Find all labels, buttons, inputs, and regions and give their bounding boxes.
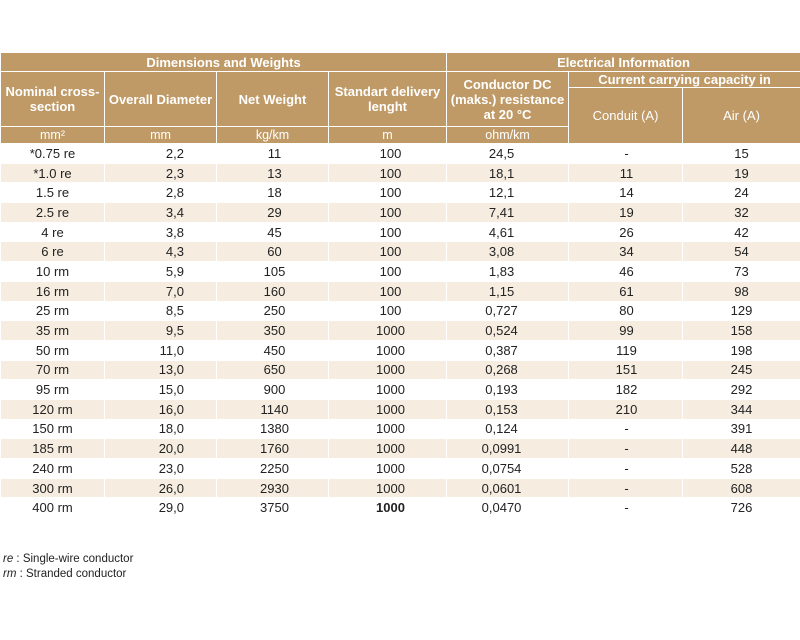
cell-length: 100	[329, 242, 447, 262]
cell-resistance: 12,1	[447, 183, 569, 203]
cell-air: 292	[683, 380, 800, 400]
table-row	[1, 478, 800, 498]
cell-air: 15	[683, 144, 800, 164]
table-row	[1, 459, 800, 479]
cell-diameter: 26,0	[105, 478, 217, 498]
cell-resistance: 0,0470	[447, 498, 569, 518]
cell-weight: 2250	[217, 459, 329, 479]
unit-resistance: ohm/km	[447, 127, 569, 144]
cell-conduit: -	[569, 478, 683, 498]
cell-length: 100	[329, 222, 447, 242]
cell-conduit: 119	[569, 340, 683, 360]
cell-conduit: -	[569, 459, 683, 479]
cell-diameter: 3,8	[105, 222, 217, 242]
cell-section: 400 rm	[1, 498, 105, 518]
cell-resistance: 0,193	[447, 380, 569, 400]
cable-spec-table	[0, 52, 800, 518]
cell-air: 24	[683, 183, 800, 203]
cell-air: 32	[683, 203, 800, 223]
table-row	[1, 144, 800, 164]
cell-diameter: 23,0	[105, 459, 217, 479]
table-row	[1, 222, 800, 242]
cell-weight: 1380	[217, 419, 329, 439]
cell-conduit: 99	[569, 321, 683, 341]
cell-diameter: 16,0	[105, 399, 217, 419]
cell-length: 100	[329, 301, 447, 321]
cell-air: 158	[683, 321, 800, 341]
cell-conduit: 26	[569, 222, 683, 242]
cell-conduit: -	[569, 144, 683, 164]
cell-weight: 1760	[217, 439, 329, 459]
cell-air: 391	[683, 419, 800, 439]
cell-resistance: 0,0601	[447, 478, 569, 498]
col-header-air: Air (A)	[683, 88, 800, 144]
legend-rm	[3, 568, 126, 580]
cell-section: 300 rm	[1, 478, 105, 498]
cell-section: 150 rm	[1, 419, 105, 439]
col-header-diameter: Overall Diameter	[105, 72, 217, 127]
cell-diameter: 5,9	[105, 262, 217, 282]
cell-section: 185 rm	[1, 439, 105, 459]
legend-text: : Single-wire conductor	[13, 553, 134, 565]
legend-re	[3, 553, 133, 565]
cell-length: 1000	[329, 340, 447, 360]
table-row	[1, 419, 800, 439]
cell-length: 1000	[329, 419, 447, 439]
cell-weight: 13	[217, 163, 329, 183]
cell-air: 528	[683, 459, 800, 479]
cell-conduit: 80	[569, 301, 683, 321]
table-row	[1, 321, 800, 341]
unit-diameter: mm	[105, 127, 217, 144]
cell-length: 1000	[329, 459, 447, 479]
cell-weight: 2930	[217, 478, 329, 498]
cell-conduit: 34	[569, 242, 683, 262]
table-row	[1, 183, 800, 203]
group-header-electrical: Electrical Information	[447, 53, 800, 72]
cell-length: 100	[329, 262, 447, 282]
table-row	[1, 242, 800, 262]
cell-section: 35 rm	[1, 321, 105, 341]
cell-resistance: 18,1	[447, 163, 569, 183]
cell-length: 1000	[329, 321, 447, 341]
cell-weight: 45	[217, 222, 329, 242]
cell-weight: 18	[217, 183, 329, 203]
cell-air: 73	[683, 262, 800, 282]
cell-length: 1000	[329, 478, 447, 498]
cell-section: 25 rm	[1, 301, 105, 321]
col-header-length: Standart delivery lenght	[329, 72, 447, 127]
cell-air: 448	[683, 439, 800, 459]
cell-section: 120 rm	[1, 399, 105, 419]
cell-conduit: 182	[569, 380, 683, 400]
cell-resistance: 0,0991	[447, 439, 569, 459]
cell-conduit: -	[569, 439, 683, 459]
col-header-weight: Net Weight	[217, 72, 329, 127]
cell-weight: 160	[217, 281, 329, 301]
cell-section: 2.5 re	[1, 203, 105, 223]
col-header-capacity: Current carrying capacity in	[569, 72, 800, 88]
cell-section: 6 re	[1, 242, 105, 262]
table-row	[1, 163, 800, 183]
table-row	[1, 360, 800, 380]
cell-diameter: 2,8	[105, 183, 217, 203]
cell-conduit: 14	[569, 183, 683, 203]
cell-length: 1000	[329, 439, 447, 459]
cell-section: 50 rm	[1, 340, 105, 360]
cell-diameter: 20,0	[105, 439, 217, 459]
table-row	[1, 262, 800, 282]
cell-resistance: 3,08	[447, 242, 569, 262]
legend-text: : Stranded conductor	[16, 568, 127, 580]
table-body	[1, 144, 800, 518]
cell-diameter: 4,3	[105, 242, 217, 262]
legend-abbr: re	[3, 553, 14, 565]
cell-diameter: 18,0	[105, 419, 217, 439]
cell-section: *1.0 re	[1, 163, 105, 183]
cell-length: 100	[329, 163, 447, 183]
table-row	[1, 498, 800, 518]
cell-weight: 105	[217, 262, 329, 282]
cell-resistance: 1,83	[447, 262, 569, 282]
cell-length: 1000	[329, 380, 447, 400]
unit-section: mm²	[1, 127, 105, 144]
cell-conduit: 46	[569, 262, 683, 282]
cell-diameter: 29,0	[105, 498, 217, 518]
cell-section: 1.5 re	[1, 183, 105, 203]
cell-diameter: 8,5	[105, 301, 217, 321]
cell-conduit: 19	[569, 203, 683, 223]
unit-length: m	[329, 127, 447, 144]
cell-weight: 3750	[217, 498, 329, 518]
cell-air: 54	[683, 242, 800, 262]
table-row	[1, 301, 800, 321]
cell-resistance: 7,41	[447, 203, 569, 223]
cell-section: 70 rm	[1, 360, 105, 380]
cell-diameter: 11,0	[105, 340, 217, 360]
cell-section: 16 rm	[1, 281, 105, 301]
cell-weight: 450	[217, 340, 329, 360]
cell-diameter: 15,0	[105, 380, 217, 400]
table-row	[1, 340, 800, 360]
cell-resistance: 1,15	[447, 281, 569, 301]
cell-length: 100	[329, 203, 447, 223]
unit-weight: kg/km	[217, 127, 329, 144]
col-header-section: Nominal cross-section	[1, 72, 105, 127]
table-row	[1, 439, 800, 459]
cell-air: 98	[683, 281, 800, 301]
cell-section: *0.75 re	[1, 144, 105, 164]
cell-weight: 350	[217, 321, 329, 341]
cell-conduit: 11	[569, 163, 683, 183]
cell-air: 608	[683, 478, 800, 498]
cell-length: 100	[329, 183, 447, 203]
cell-resistance: 0,268	[447, 360, 569, 380]
cell-air: 19	[683, 163, 800, 183]
cell-air: 129	[683, 301, 800, 321]
cell-air: 198	[683, 340, 800, 360]
cell-weight: 250	[217, 301, 329, 321]
table-row	[1, 203, 800, 223]
cell-air: 344	[683, 399, 800, 419]
cell-length: 100	[329, 144, 447, 164]
cell-weight: 60	[217, 242, 329, 262]
table-row	[1, 380, 800, 400]
cell-weight: 650	[217, 360, 329, 380]
cell-weight: 11	[217, 144, 329, 164]
cell-conduit: -	[569, 419, 683, 439]
col-header-conduit: Conduit (A)	[569, 88, 683, 144]
cell-resistance: 0,727	[447, 301, 569, 321]
cell-length: 1000	[329, 360, 447, 380]
group-header-dimensions: Dimensions and Weights	[1, 53, 447, 72]
cell-section: 95 rm	[1, 380, 105, 400]
cell-diameter: 7,0	[105, 281, 217, 301]
cell-section: 4 re	[1, 222, 105, 242]
cell-diameter: 13,0	[105, 360, 217, 380]
cell-resistance: 0,387	[447, 340, 569, 360]
cell-diameter: 9,5	[105, 321, 217, 341]
cell-diameter: 2,3	[105, 163, 217, 183]
cell-air: 245	[683, 360, 800, 380]
cell-diameter: 3,4	[105, 203, 217, 223]
cell-resistance: 0,524	[447, 321, 569, 341]
col-header-resistance: Conductor DC (maks.) resistance at 20 °C	[447, 72, 569, 127]
cell-weight: 29	[217, 203, 329, 223]
cell-diameter: 2,2	[105, 144, 217, 164]
cell-conduit: 210	[569, 399, 683, 419]
cell-section: 240 rm	[1, 459, 105, 479]
cell-conduit: 61	[569, 281, 683, 301]
cell-length: 100	[329, 281, 447, 301]
cell-weight: 1140	[217, 399, 329, 419]
cell-resistance: 0,124	[447, 419, 569, 439]
cell-resistance: 4,61	[447, 222, 569, 242]
cell-air: 726	[683, 498, 800, 518]
legend-abbr: rm	[3, 568, 17, 580]
cell-section: 10 rm	[1, 262, 105, 282]
cell-length: 1000	[329, 399, 447, 419]
cell-air: 42	[683, 222, 800, 242]
cell-weight: 900	[217, 380, 329, 400]
table-row	[1, 281, 800, 301]
cell-resistance: 0,153	[447, 399, 569, 419]
cell-resistance: 24,5	[447, 144, 569, 164]
cell-resistance: 0,0754	[447, 459, 569, 479]
table-row	[1, 399, 800, 419]
cell-length: 1000	[329, 498, 447, 518]
cell-conduit: 151	[569, 360, 683, 380]
cell-conduit: -	[569, 498, 683, 518]
